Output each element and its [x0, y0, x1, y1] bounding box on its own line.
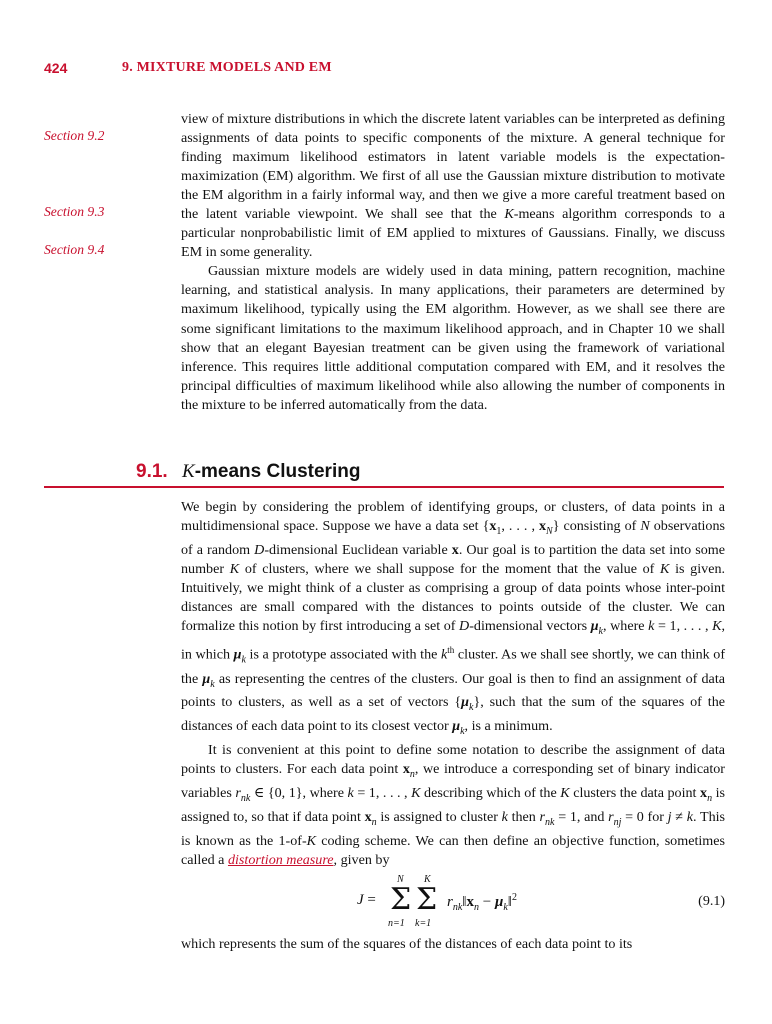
- equation-number: (9.1): [698, 894, 725, 909]
- running-head: 9. MIXTURE MODELS AND EM: [122, 60, 332, 75]
- section-heading: [44, 460, 724, 488]
- body-paragraph-2: It is convenient at this point to define some notation to describe the assignment of data points to clusters. For each data point $x_n$, we introduce a corresponding set of binary indicator variables $r_{nk}$ ∈ {0, 1}, where k = 1, . . . , K describing which of the K clusters the data point $x_n$ is assigned to, so that if data point $x_n$ is assigned to cluster k then $r_{nk} = 1$, and $r_{nj} = 0$ for j ≠ k. This is known as the 1-of-K coding scheme. We can then define an objective function, sometimes called a distortion measure, given by: [181, 742, 726, 868]
- sum2-upper: K: [424, 874, 431, 885]
- intro-paragraph-2: Gaussian mixture models are widely used in data mining, pattern recognition, machine learning, and statistical analysis. In many applications, their parameters are determined by maximum likelihood, typically using the EM algorithm. However, as we shall see there are some significant limitations to the maximum likelihood approach, and in Chapter 10 we shall show that an elegant Bayesian treatment can be given using the framework of variational inference. This requires little additional computation compared with EM, and it resolves the principal difficulties of maximum likelihood while also allowing the number of components in the mixture to be inferred automatically from the data.: [181, 263, 725, 413]
- page-number: 424: [44, 60, 68, 76]
- body-paragraph-1: We begin by considering the problem of identifying groups, or clusters, of data points in a multidimensional space. Suppose we have a data set {$x_1$, . . . , $x_N$} consisting of N observations of a random D-dimensional Euclidean variable x. Our goal is to partition the data set into some number K of clusters, where we shall suppose for the moment that the value of K is given. Intuitively, we might think of a cluster as comprising a group of data points whose inter-point distances are small compared with the distances to points outside of the cluster. We can formalize this notion by first introducing a set of D-dimensional vectors $\mu_k$, where k = 1, . . . , K, in which $\mu_k$ is a prototype associated with the $k^{th}$ cluster. As we shall see shortly, we can think of the $\mu_k$ as representing the centres of the clusters. Our goal is then to find an assignment of data points to clusters, as well as a set of vectors $\{\mu_k\}$, such that the sum of the squares of the distances of each data point to its closest vector $\mu_k$, is a minimum.: [181, 499, 726, 738]
- closing-text: which represents the sum of the squares of the distances of each data point to its: [181, 936, 633, 952]
- equation-9-1: [181, 876, 725, 930]
- sum1-lower: n=1: [388, 918, 405, 929]
- margin-note-section-9-4[interactable]: Section 9.4: [44, 242, 105, 257]
- margin-note-section-9-2[interactable]: Section 9.2: [44, 128, 105, 143]
- sum1-sigma: Σ: [390, 882, 412, 917]
- distortion-measure-link[interactable]: distortion measure: [227, 851, 334, 868]
- equation-body: [357, 876, 697, 930]
- intro-paragraph-1: view of mixture distributions in which the discrete latent variables can be interpreted as defining assignments of data points to specific components of the mixture. A general technique for finding maximum likelihood estimators in latent variable models is the expectation-maximization (EM) algorithm. We first of all use the Gaussian mixture distribution to motivate the EM algorithm in a fairly informal way, and then we give a more careful treatment based on the latent variable viewpoint. We shall see that the K-means algorithm corresponds to a particular nonprobabilistic limit of EM applied to mixtures of Gaussians. Finally, we discuss EM in some generality.: [181, 111, 726, 261]
- page-header: [44, 60, 724, 80]
- eq-lhs: J =: [357, 892, 376, 908]
- body-text: [181, 498, 725, 870]
- intro-text: [181, 110, 725, 415]
- margin-note-section-9-3[interactable]: Section 9.3: [44, 204, 105, 219]
- sum2-sigma: Σ: [416, 882, 438, 917]
- section-title: K-means Clustering: [182, 461, 361, 482]
- eq-summand: $r_{nk}‖x_n$ − $\mu_k‖^2$: [447, 892, 517, 913]
- section-number: 9.1.: [136, 461, 168, 482]
- sum1-upper: N: [397, 874, 404, 885]
- sum2-lower: k=1: [415, 918, 432, 929]
- section-rule: [44, 486, 724, 488]
